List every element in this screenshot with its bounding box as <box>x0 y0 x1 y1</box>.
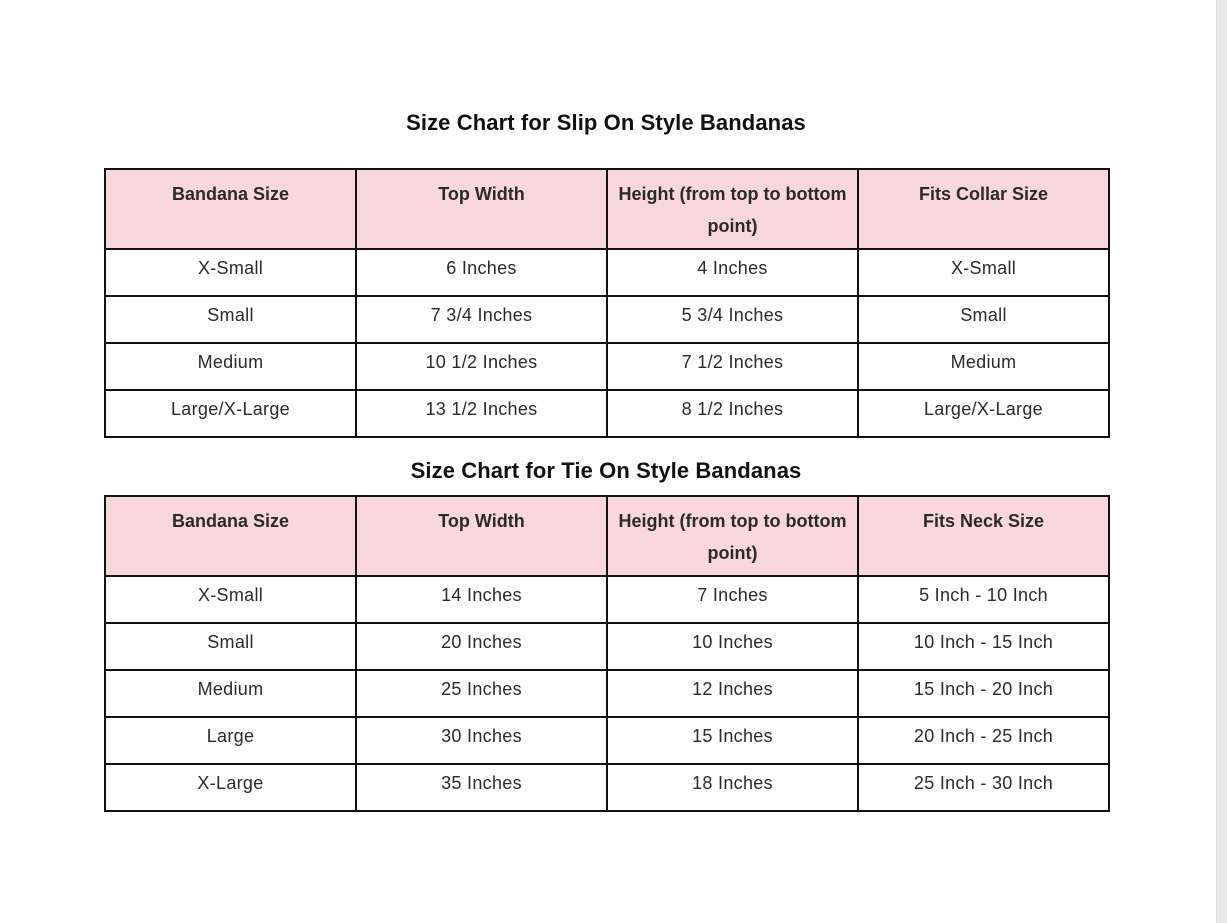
table-cell: Medium <box>858 343 1109 390</box>
table-cell: Large <box>105 717 356 764</box>
table-cell: 8 1/2 Inches <box>607 390 858 437</box>
table-cell: 10 Inches <box>607 623 858 670</box>
table-row <box>105 670 1109 717</box>
table-cell: 18 Inches <box>607 764 858 811</box>
table-cell: 15 Inches <box>607 717 858 764</box>
table-cell: 4 Inches <box>607 249 858 296</box>
table-cell: Small <box>105 296 356 343</box>
header-cell: Top Width <box>356 496 607 576</box>
table-cell: 7 Inches <box>607 576 858 623</box>
table-cell: 20 Inch - 25 Inch <box>858 717 1109 764</box>
table-row <box>105 576 1109 623</box>
table-row <box>105 343 1109 390</box>
header-cell: Height (from top to bottom point) <box>607 496 858 576</box>
table-cell: Large/X-Large <box>858 390 1109 437</box>
tie-chart-title: Size Chart for Tie On Style Bandanas <box>410 458 802 483</box>
table-row <box>105 249 1109 296</box>
table-cell: 7 3/4 Inches <box>356 296 607 343</box>
table-cell: Small <box>105 623 356 670</box>
table-cell: 13 1/2 Inches <box>356 390 607 437</box>
slip-size-table <box>104 168 1110 438</box>
table-cell: 5 3/4 Inches <box>607 296 858 343</box>
table-cell: Medium <box>105 670 356 717</box>
table-cell: 25 Inches <box>356 670 607 717</box>
table-row <box>105 390 1109 437</box>
header-cell: Fits Neck Size <box>858 496 1109 576</box>
table-cell: X-Small <box>858 249 1109 296</box>
table-row <box>105 764 1109 811</box>
slip-chart-title: Size Chart for Slip On Style Bandanas <box>406 110 806 135</box>
tie-size-table <box>104 495 1110 812</box>
header-cell: Height (from top to bottom point) <box>607 169 858 249</box>
table-cell: X-Small <box>105 249 356 296</box>
header-cell: Fits Collar Size <box>858 169 1109 249</box>
table-cell: 10 1/2 Inches <box>356 343 607 390</box>
table-row <box>105 623 1109 670</box>
table-row <box>105 296 1109 343</box>
table-cell: 7 1/2 Inches <box>607 343 858 390</box>
table-cell: Small <box>858 296 1109 343</box>
header-cell: Bandana Size <box>105 169 356 249</box>
table-header-row <box>105 169 1109 249</box>
table-cell: 30 Inches <box>356 717 607 764</box>
table-cell: X-Large <box>105 764 356 811</box>
table-cell: 20 Inches <box>356 623 607 670</box>
table-cell: Large/X-Large <box>105 390 356 437</box>
page-edge <box>1216 0 1227 923</box>
header-cell: Bandana Size <box>105 496 356 576</box>
header-cell: Top Width <box>356 169 607 249</box>
table-cell: Medium <box>105 343 356 390</box>
table-cell: 10 Inch - 15 Inch <box>858 623 1109 670</box>
table-cell: 6 Inches <box>356 249 607 296</box>
table-cell: 14 Inches <box>356 576 607 623</box>
table-row <box>105 717 1109 764</box>
table-cell: 35 Inches <box>356 764 607 811</box>
table-cell: 25 Inch - 30 Inch <box>858 764 1109 811</box>
table-cell: 15 Inch - 20 Inch <box>858 670 1109 717</box>
table-cell: 12 Inches <box>607 670 858 717</box>
table-header-row <box>105 496 1109 576</box>
table-cell: X-Small <box>105 576 356 623</box>
table-cell: 5 Inch - 10 Inch <box>858 576 1109 623</box>
